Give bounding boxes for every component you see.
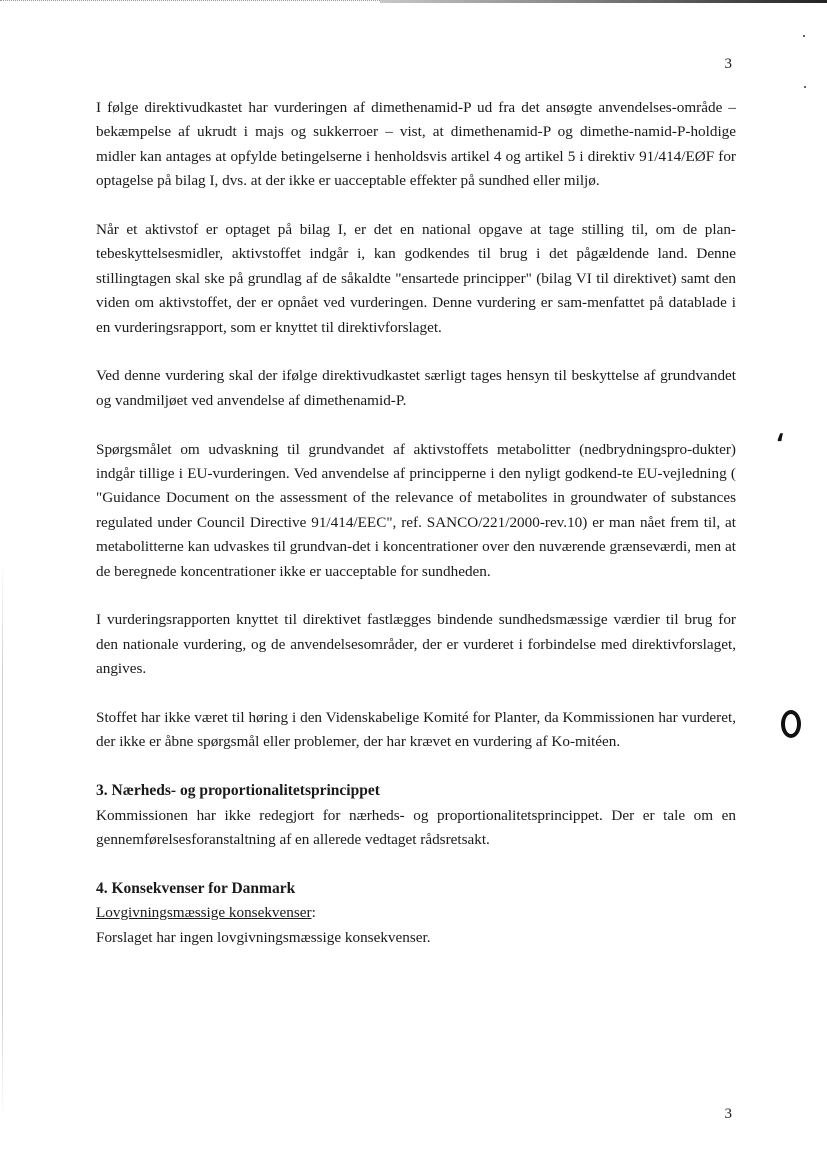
section-3-heading: 3. Nærheds- og proportionalitetsprincippet [96, 782, 380, 800]
paragraph: Spørgsmålet om udvaskning til grundvandet af aktivstoffets metabolitter (nedbrydningspro-dukter) indgår tillige i EU-vurderingen. Ved anvendelse af principperne i den nyligt godkend-te EU-vejledning ( "Guidance Document on the assessment of the relevance of metabolites in groundwater of substances regulated under Council Directive 91/414/EEC", ref. SANCO/221/2000-rev.10) er man nået frem til, at metabolitterne kan udvaskes til grundvan-det i koncentrationer over den nuværende grænseværdi, men at de beregnede koncentrationer ikke er uacceptable for sundheden. [96, 440, 736, 580]
scan-speck [804, 86, 806, 88]
page-number-top: 3 [724, 56, 732, 72]
paragraph: Stoffet har ikke været til høring i den Videnskabelige Komité for Planter, da Kommissionen har vurderet, der ikke er åbne spørgsmål eller problemer, der har krævet en vurdering af Ko-mitéen. [96, 709, 736, 751]
section-4-subheading-colon: : [311, 904, 316, 922]
section-4-subheading: Lovgivningsmæssige konsekvenser [96, 904, 312, 922]
section-4-heading: 4. Konsekvenser for Danmark [96, 879, 296, 897]
scan-dark-bar [380, 0, 827, 3]
scan-speck [803, 35, 805, 37]
paragraph: I vurderingsrapporten knyttet til direktivet fastlægges bindende sundhedsmæssige værdier til brug for den nationale vurdering, og de anvendelsesområder, der er vurderet i forbindelse med direktivforslaget, angives. [96, 611, 736, 678]
scan-top-edge [0, 0, 827, 6]
page-number-bottom: 3 [724, 1106, 732, 1122]
document-body [96, 96, 736, 950]
section-4-subheading-line [96, 901, 736, 925]
section-4-text: Forslaget har ingen lovgivningsmæssige konsekvenser. [96, 928, 431, 946]
section-3-text: Kommissionen har ikke redegjort for nærheds- og proportionalitetsprincippet. Der er tale om en gennemførelsesforanstaltning af en allerede vedtaget rådsretsakt. [96, 806, 736, 849]
binder-ring-mark [781, 710, 801, 738]
paragraph: Ved denne vurdering skal der ifølge direktivudkastet særligt tages hensyn til beskyttelse af grundvandet og vandmiljøet ved anvendelse af dimethenamid-P. [96, 367, 736, 409]
paragraph: I følge direktivudkastet har vurderingen af dimethenamid-P ud fra det ansøgte anvendelses-område – bekæmpelse af ukrudt i majs og sukkerroer – vist, at dimethenamid-P og dimethe-namid-P-holdige midler kan antages at opfylde betingelserne i henholdsvis artikel 4 og artikel 5 i direktiv 91/414/EØF for optagelse på bilag I, dvs. at der ikke er uacceptable effekter på sundhed eller miljø. [96, 99, 736, 190]
binder-hook-mark: ⸲ [776, 411, 784, 444]
scan-left-edge [2, 560, 3, 1120]
paragraph: Når et aktivstof er optaget på bilag I, er det en national opgave at tage stilling til, om de plan-tebeskyttelsesmidler, aktivstoffet indgår i, kan godkendes til brug i det pågældende land. Denne stillingtagen skal ske på grundlag af de såkaldte "ensartede principper" (bilag VI til direktivet) samt den viden om aktivstoffet, der er opnået ved vurderingen. Denne vurdering er sam-menfattet på datablade i en vurderingsrapport, som er knyttet til direktivforslaget. [96, 221, 736, 336]
scan-dotted-line [0, 0, 380, 1]
